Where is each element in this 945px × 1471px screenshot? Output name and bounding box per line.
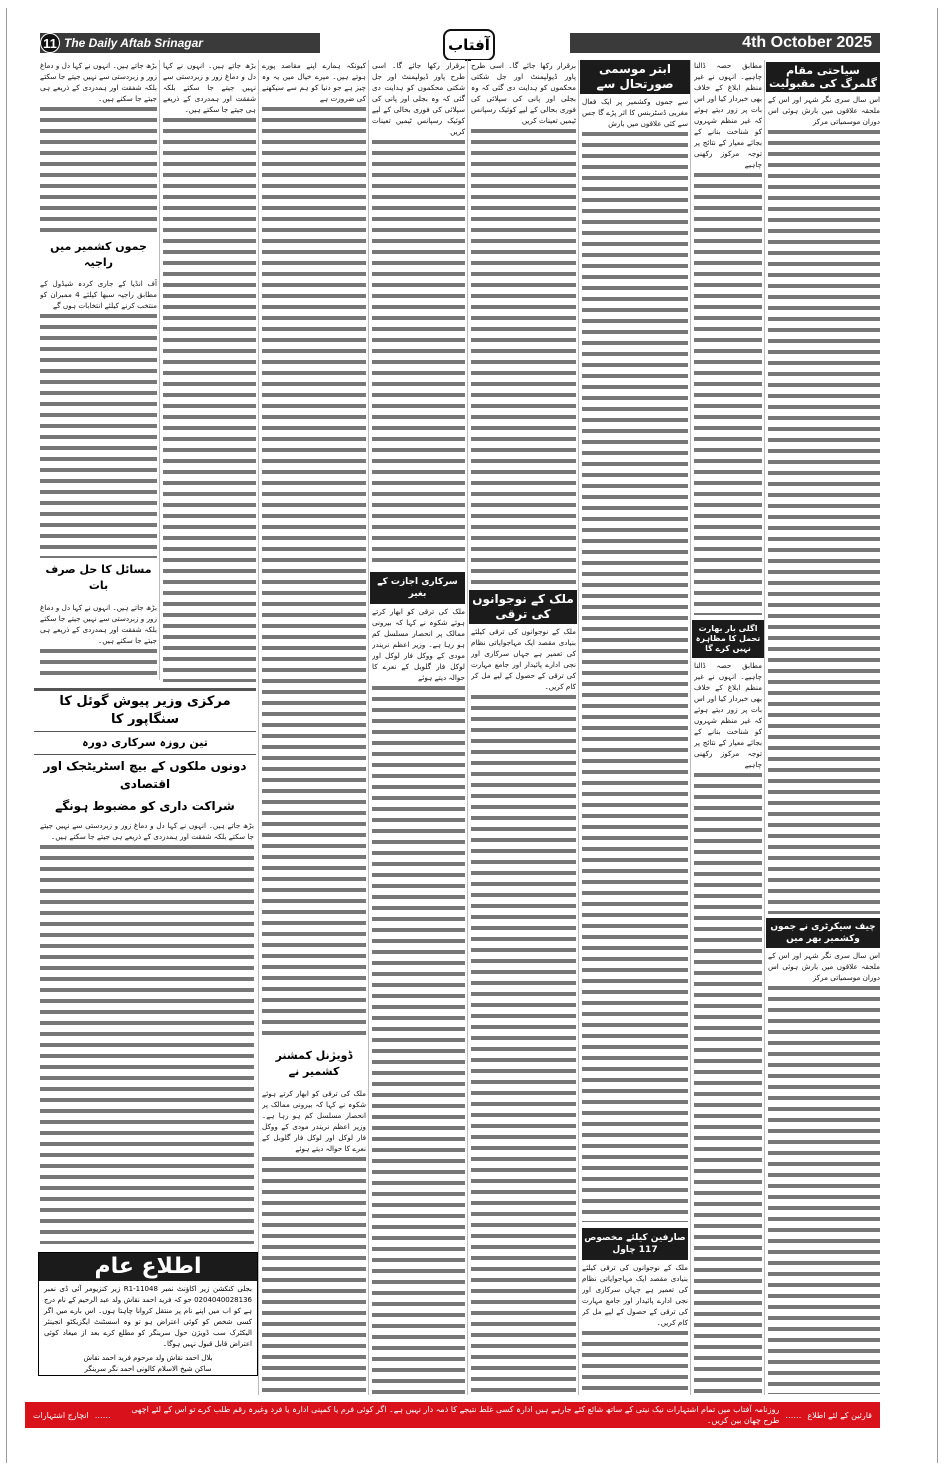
column-divider — [578, 60, 579, 1395]
article-text: بڑھ جاتے ہیں۔ انہوں نے کہا دل و دماغ زور و زبردستی سے نہیں جیتے جا سکتے بلکہ شفقت اور ہمدردی کے ذریعے ہی جیتے جا سکتے ہیں۔ — [40, 602, 157, 648]
lead-headline-line2: تین روزہ سرکاری دورہ — [34, 732, 256, 755]
article-column — [694, 60, 762, 615]
public-notice-ad — [38, 1252, 258, 1376]
footer-sign: انچارج اشتہارات — [33, 1410, 89, 1420]
headline-solution: مسائل کا حل صرف بات — [40, 562, 157, 598]
lead-headline-line1: مرکزی وزیر پیوش گوئل کا سنگاپور کا — [34, 691, 256, 732]
lead-headline-line3: دونوں ملکوں کے بیچ اسٹریٹجک اور اقتصادی — [43, 759, 247, 791]
newspaper-logo: آفتاب — [443, 29, 495, 61]
article-rice — [582, 1262, 688, 1394]
article-lead — [40, 820, 254, 1244]
headline-rice: صارفین کیلئے مخصوص 117 چاول — [582, 1228, 688, 1260]
article-text: بڑھ جاتے ہیں۔ انہوں نے کہا دل و دماغ زور و زبردستی سے نہیں جیتے جا سکتے بلکہ شفقت اور ہمدردی کے ذریعے ہی جیتے جا سکتے ہیں۔ — [163, 60, 256, 117]
article-text: ملک کے نوجوانوں کی ترقی کیلئے بنیادی مقصد ایک مہاجوایاتی نظام کی تعمیر ہے جہاں سرکاری اور نجی ادارے پائیدار اور جامع مہارت کی ترقی کے حصول کے لیے مل کر کام کریں۔ — [471, 626, 576, 694]
article-youth — [471, 626, 576, 1394]
notice-signature-name: بلال احمد نقاش ولد مرحوم فرید احمد نقاش — [83, 1354, 213, 1362]
article-text: مطابق حصہ ڈالنا چاہیے۔ انہوں نے غیر منظم ابلاغ کے خلاف بھی خبردار کیا اور اس بات پر زور دیتے ہوئے کہ غیر منظم شہروں کو شناخت بنانے کے بجائے معیار کے نتائج پر توجہ مرکوز رکھنی چاہیے — [694, 60, 762, 172]
footer-dots: …… — [785, 1410, 802, 1420]
article-column — [262, 60, 366, 1042]
article-div-com — [262, 1088, 366, 1394]
headline-youth: ملک کے نوجوانوں کی ترقی — [469, 590, 577, 624]
notice-body: بجلی کنکشن زیر اکاؤنٹ نمبر 11048-R1 زیر کنزیومر آئی ڈی نمبر 0204040028136 جو کہ فرید احمد نقاش ولد عبد الرحیم کے نام درج ہے کو اب میں اپنے نام پر منتقل کروانا چاہتا ہوں۔ اس بارے میں اگر کسی شخص کو کوئی اعتراض ہو تو وہ اسسٹنٹ ایگزیکٹو انجینئر الیکٹرک سب ڈویژن حول سرینگر کو مطلع کرے بعد از میعاد کوئی اعتراض قابل قبول نہیں ہوگا۔ — [44, 1285, 253, 1348]
column-divider — [159, 60, 160, 680]
column-divider — [368, 60, 369, 1395]
headline-chief-secretary: چیف سیکرٹری نے جموں وکشمیر بھر میں — [766, 918, 880, 948]
paper-name: The Daily Aftab Srinagar — [64, 36, 203, 50]
footer-text: روزنامہ آفتاب میں تمام اشتہارات نیک نیتی کے ساتھ شائع کئے جارہے ہیں ادارہ کسی غلط نتیجے کا ذمہ دار نہیں ہے۔ اگر کوئی فرم یا کمپنی ادارہ یا فرد وغیرہ رقم طلب کرے تو اس کے لئے اچھی طرح چھان بین کریں۔ — [131, 1405, 780, 1425]
column-divider — [690, 60, 691, 1395]
article-column — [372, 60, 465, 568]
article-rajya — [40, 278, 157, 558]
column-divider — [258, 60, 259, 1395]
footer-dots: …… — [94, 1410, 111, 1420]
article-text: سے جموں وکشمیر پر ایک فعال مغربی ڈسٹربنس کا اثر پڑے گا جس سے کئی علاقوں میں بارش — [582, 96, 688, 131]
headline-div-com: ڈویژنل کمشنر کشمیر نے — [262, 1048, 366, 1084]
article-text: بڑھ جاتے ہیں۔ انہوں نے کہا دل و دماغ زور و زبردستی سے نہیں جیتے جا سکتے بلکہ شفقت اور ہمدردی کے ذریعے ہی جیتے جا سکتے ہیں۔ — [40, 60, 157, 106]
notice-title: اطلاع عام — [39, 1253, 257, 1281]
article-text: بڑھ جاتے ہیں۔ انہوں نے کہا دل و دماغ زور و زبردستی سے نہیں جیتے جا سکتے بلکہ شفقت اور ہمدردی کے ذریعے ہی جیتے جا سکتے ہیں۔ — [40, 820, 254, 844]
article-text: کیونکہ ہمارے اپنے مقاصد پورے ہوتے ہیں۔ میرے خیال میں یہ وہ چیز ہے جو دنیا کو ہم سے سیکھنے کی ضرورت ہے — [262, 60, 366, 106]
article-text: مطابق حصہ ڈالنا چاہیے۔ انہوں نے غیر منظم ابلاغ کے خلاف بھی خبردار کیا اور اس بات پر زور دیتے ہوئے کہ غیر منظم شہروں کو شناخت بنانے کے بجائے معیار کے نتائج پر توجہ مرکوز رکھنی چاہیے — [694, 660, 762, 772]
article-text: ملک کی ترقی کو ابھار کرتے ہوئے شکوہ نے کہا کہ بیرونی ممالک پر انحصار مسلسل کم ہو رہا ہے۔ وزیر اعظم نریندر مودی کے ووکل فار لوکل اور لوکل فار گلوبل کے نعرے کا حوالہ دیتے ہوئے — [262, 1088, 366, 1156]
footer-disclaimer-bar — [25, 1402, 880, 1428]
headline-rajya: جموں کشمیر میں راجیہ — [40, 239, 157, 275]
article-text: آف انڈیا کے جاری کردہ شیڈول کے مطابق راجیہ سبھا کیلئے 4 ممبران کو منتخب کرنے کیلئے انتخابات ہوں گے — [40, 278, 157, 313]
page-number: 11 — [40, 33, 60, 53]
article-solution — [40, 602, 157, 682]
headline-next-time: اگلی بار بھارت تحمل کا مظاہرہ نہیں کرے گا — [692, 620, 764, 658]
article-column — [694, 660, 762, 1394]
article-permission — [372, 606, 465, 1394]
article-weather — [582, 96, 688, 1222]
article-column — [163, 60, 256, 682]
headline-permission: سرکاری اجازت کے بغیر — [370, 572, 465, 604]
article-text: برقرار رکھا جائے گا۔ اسی طرح پاور ڈیولپمنٹ اور جل شکتی محکموں کو ہدایت دی گئی کہ وہ بجلی اور پانی کی سپلائی کی فوری بحالی کے لیے کوئیک رسپانس ٹیمیں تعینات کریں — [372, 60, 465, 139]
article-column — [471, 60, 576, 586]
footer-label: قارئین کے لئے اطلاع — [807, 1410, 872, 1420]
lead-headline-block — [34, 688, 256, 817]
article-text: اس سال سری نگر شہر اور اس کے ملحقہ علاقوں میں بارش ہوئی اس دوران موسمیاتی مرکز — [768, 94, 880, 129]
article-chief-secretary — [768, 950, 880, 1394]
notice-signature-address: ساکن شیخ الاسلام کالونی احمد نگر سرینگر — [84, 1365, 212, 1373]
header-left-bar — [40, 33, 320, 53]
article-text: اس سال سری نگر شہر اور اس کے ملحقہ علاقوں میں بارش ہوئی اس دوران موسمیاتی مرکز — [768, 950, 880, 985]
article-column — [40, 60, 157, 236]
lead-headline-line4: شراکت داری کو مضبوط ہونگے — [55, 799, 235, 813]
headline-gulmarg: سیاحتی مقام گلمرگ کی مقبولیت — [766, 62, 880, 92]
article-text: برقرار رکھا جائے گا۔ اسی طرح پاور ڈیولپمنٹ اور جل شکتی محکموں کو ہدایت دی گئی کہ وہ بجلی اور پانی کی سپلائی کی فوری بحالی کے لیے کوئیک رسپانس ٹیمیں تعینات کریں — [471, 60, 576, 128]
article-gulmarg — [768, 94, 880, 914]
header-date: 4th October 2025 — [570, 33, 880, 53]
column-divider — [764, 60, 765, 1395]
article-text: ملک کے نوجوانوں کی ترقی کیلئے بنیادی مقصد ایک مہاجوایاتی نظام کی تعمیر ہے جہاں سرکاری اور نجی ادارے پائیدار اور جامع مہارت کی ترقی کے حصول کے لیے مل کر کام کریں۔ — [582, 1262, 688, 1330]
headline-weather: ابتر موسمی صورتحال سے — [580, 60, 690, 94]
article-text: ملک کی ترقی کو ابھار کرتے ہوئے شکوہ نے کہا کہ بیرونی ممالک پر انحصار مسلسل کم ہو رہا ہے۔ وزیر اعظم نریندر مودی کے ووکل فار لوکل اور لوکل فار گلوبل کے نعرے کا حوالہ دیتے ہوئے — [372, 606, 465, 685]
column-divider — [467, 60, 468, 1395]
